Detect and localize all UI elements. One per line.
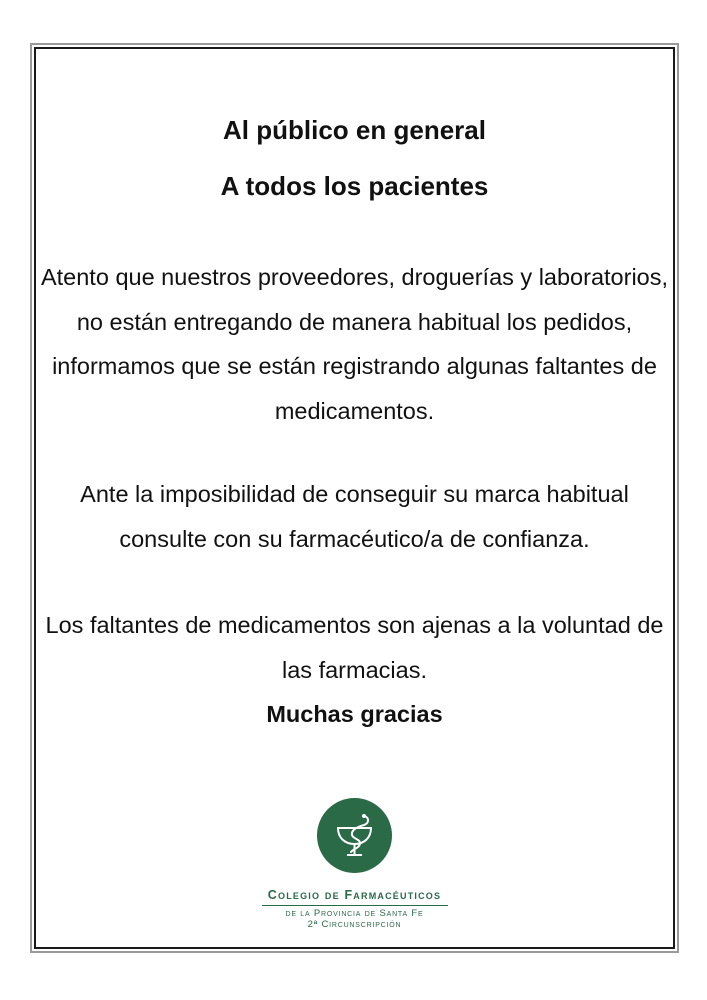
notice-title-general-public: Al público en general [223,115,486,145]
college-logo [36,798,673,930]
college-name-divider [262,905,448,906]
notice-paragraph-consult [36,472,673,561]
college-circunscription: 2ª Circunscripción [307,919,402,930]
notice-paragraph-shortages [36,255,673,433]
notice-title-patients: A todos los pacientes [220,171,489,201]
notice-paragraph-consult-text: Ante la imposibilidad de conseguir su marca habitual consulte con su farmacéutico/a de confianza. [80,481,629,552]
notice-paragraph-not-pharmacy-text: Los faltantes de medicamentos son ajenas a la voluntad de las farmacias. [45,612,664,683]
notice-closing-thanks: Muchas gracias [266,701,443,727]
notice-paragraph-shortages-text: Atento que nuestros proveedores, droguerías y laboratorios, no están entregando de manera habitual los pedidos, informamos que se están registrando algunas faltantes de medicamentos. [40,264,669,424]
bowl-of-hygieia-icon [317,798,392,873]
notice-paragraph-not-pharmacy [36,603,673,692]
college-name: Colegio de Farmacéuticos [267,888,442,902]
college-province: de la Provincia de Santa Fe [285,908,424,919]
